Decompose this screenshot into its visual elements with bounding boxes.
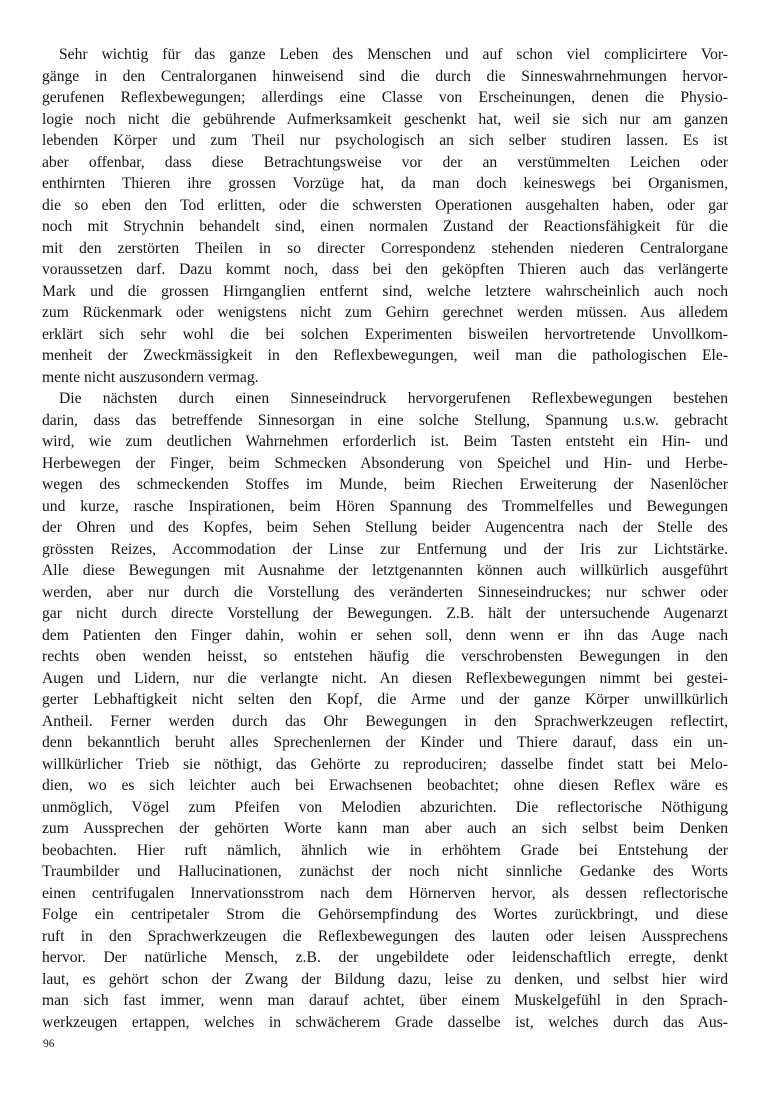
text-line: laut, es gehört schon der Zwang der Bildung dazu, leise zu denken, und selbst hier wird [42, 970, 728, 988]
text-line: hervor. Der natürliche Mensch, z.B. der ungebildete oder leidenschaftlich erregte, denkt [42, 949, 728, 966]
text-line: denn bekanntlich beruht alles Sprechenlernen der Kinder und Thiere darauf, dass ein un- [42, 734, 728, 751]
text-line: aber offenbar, dass diese Betrachtungsweise vor der an verstümmelten Leichen oder [42, 153, 728, 171]
text-line: Antheil. Ferner werden durch das Ohr Bewegungen in den Sprachwerkzeugen reflectirt, [42, 712, 728, 730]
text-line: einen centrifugalen Innervationsstrom nach dem Hörnerven hervor, als dessen reflectorische [42, 884, 728, 902]
text-line: erklärt sich sehr wohl die bei solchen Experimenten bisweilen hervortretende Unvollkom- [42, 325, 728, 343]
text-line: Traumbilder und Hallucinationen, zunächst der noch nicht sinnliche Gedanke des Worts [42, 863, 728, 880]
paragraph [42, 44, 728, 388]
text-line: unmöglich, Vögel zum Pfeifen von Melodien abzurichten. Die reflectorische Nöthigung [42, 798, 728, 816]
text-line: Folge ein centripetaler Strom die Gehörsempfindung des Wortes zurückbringt, und diese [42, 906, 728, 923]
page-number: 96 [43, 1038, 55, 1050]
text-line: Augen und Lidern, nur die verlangte nicht. An diesen Reflexbewegungen nimmt bei gestei- [42, 669, 728, 687]
text-line: gerufenen Reflexbewegungen; allerdings eine Classe von Erscheinungen, denen die Physio- [42, 89, 728, 106]
text-line: wird, wie zum deutlichen Wahrnehmen erforderlich ist. Beim Tasten entsteht ein Hin- und [42, 433, 728, 450]
text-line: Alle diese Bewegungen mit Ausnahme der letztgenannten können auch willkürlich ausgeführt [42, 562, 728, 579]
text-line: man sich fast immer, wenn man darauf achtet, über einem Muskelgefühl in den Sprach- [42, 992, 728, 1009]
text-line: zum Aussprechen der gehörten Worte kann man aber auch an sich selbst beim Denken [42, 820, 728, 837]
text-line: enthirnten Thieren ihre grossen Vorzüge hat, da man doch keineswegs bei Organismen, [42, 175, 728, 192]
text-line: Sehr wichtig für das ganze Leben des Menschen und auf schon viel complicirtere Vor- [59, 46, 728, 63]
paragraph [42, 388, 728, 1033]
text-line: zum Rückenmark oder wenigstens nicht zum Gehirn gerechnet werden müssen. Aus alledem [42, 304, 728, 321]
text-line: der Ohren und des Kopfes, beim Sehen Stellung beider Augencentra nach der Stelle des [42, 519, 728, 536]
text-line: werden, aber nur durch die Vorstellung des veränderten Sinneseindruckes; nur schwer oder [42, 583, 728, 601]
text-line: die so eben den Tod erlitten, oder die schwersten Operationen ausgehalten haben, oder gar [42, 196, 728, 214]
text-line: logie noch nicht die gebührende Aufmerksamkeit geschenkt hat, weil sie sich nur am ganzen [42, 110, 728, 128]
text-line: willkürlicher Trieb sie nöthigt, das Gehörte zu reproduciren; dasselbe findet statt bei Melo- [42, 755, 728, 773]
text-line: grössten Reizes, Accommodation der Linse zur Entfernung und der Iris zur Lichtstärke. [42, 540, 728, 558]
text-line: gar nicht durch directe Vorstellung der Bewegungen. Z.B. hält der untersuchende Augenarzt [42, 605, 728, 622]
text-line: noch mit Strychnin behandelt sind, einen normalen Zustand der Reactionsfähigkeit für die [42, 218, 728, 235]
text-line: werkzeugen ertappen, welches in schwächerem Grade dasselbe ist, welches durch das Aus- [42, 1013, 728, 1031]
text-line: dem Patienten den Finger dahin, wohin er sehen soll, denn wenn er ihn das Auge nach [42, 626, 728, 644]
text-line: mit den zerstörten Theilen in so directer Correspondenz stehenden niederen Centralorgane [42, 239, 728, 257]
text-line: Mark und die grossen Hirnganglien entfernt sind, welche letztere wahrscheinlich auch noch [42, 282, 728, 300]
text-line: gerter Lebhaftigkeit nicht selten den Kopf, die Arme und der ganze Körper unwillkürlich [42, 691, 728, 708]
text-line: rechts oben wenden heisst, so entstehen häufig die verschrobensten Bewegungen in den [42, 648, 728, 665]
text-line: gänge in den Centralorganen hinweisend sind die durch die Sinneswahrnehmungen hervor- [42, 67, 728, 85]
text-line: voraussetzen darf. Dazu kommt noch, dass bei den geköpften Thieren auch das verlängerte [42, 261, 728, 278]
text-line: Herbewegen der Finger, beim Schmecken Absonderung von Speichel und Hin- und Herbe- [42, 454, 728, 472]
text-line: beobachten. Hier ruft nämlich, ähnlich wie in erhöhtem Grade bei Entstehung der [42, 841, 728, 859]
text-line: und kurze, rasche Inspirationen, beim Hören Spannung des Trommelfelles und Bewegungen [42, 497, 728, 515]
text-line: darin, dass das betreffende Sinnesorgan in eine solche Stellung, Spannung u.s.w. gebracht [42, 411, 728, 429]
text-block [42, 44, 728, 1033]
text-line: lebenden Körper und zum Theil nur psychologisch an sich selber studiren lassen. Es ist [42, 132, 728, 149]
text-line: wegen des schmeckenden Stoffes im Munde, beim Riechen Erweiterung der Nasenlöcher [42, 476, 728, 493]
text-line: ruft in den Sprachwerkzeugen die Reflexbewegungen des lauten oder leisen Aussprechens [42, 927, 728, 945]
text-line: mente nicht auszusondern vermag. [42, 368, 259, 386]
text-line: menheit der Zweckmässigkeit in den Reflexbewegungen, weil man die pathologischen Ele- [42, 347, 728, 364]
text-line: dien, wo es sich leichter auch bei Erwachsenen beobachtet; ohne diesen Reflex wäre es [42, 777, 728, 794]
text-line: Die nächsten durch einen Sinneseindruck hervorgerufenen Reflexbewegungen bestehen [59, 390, 728, 407]
